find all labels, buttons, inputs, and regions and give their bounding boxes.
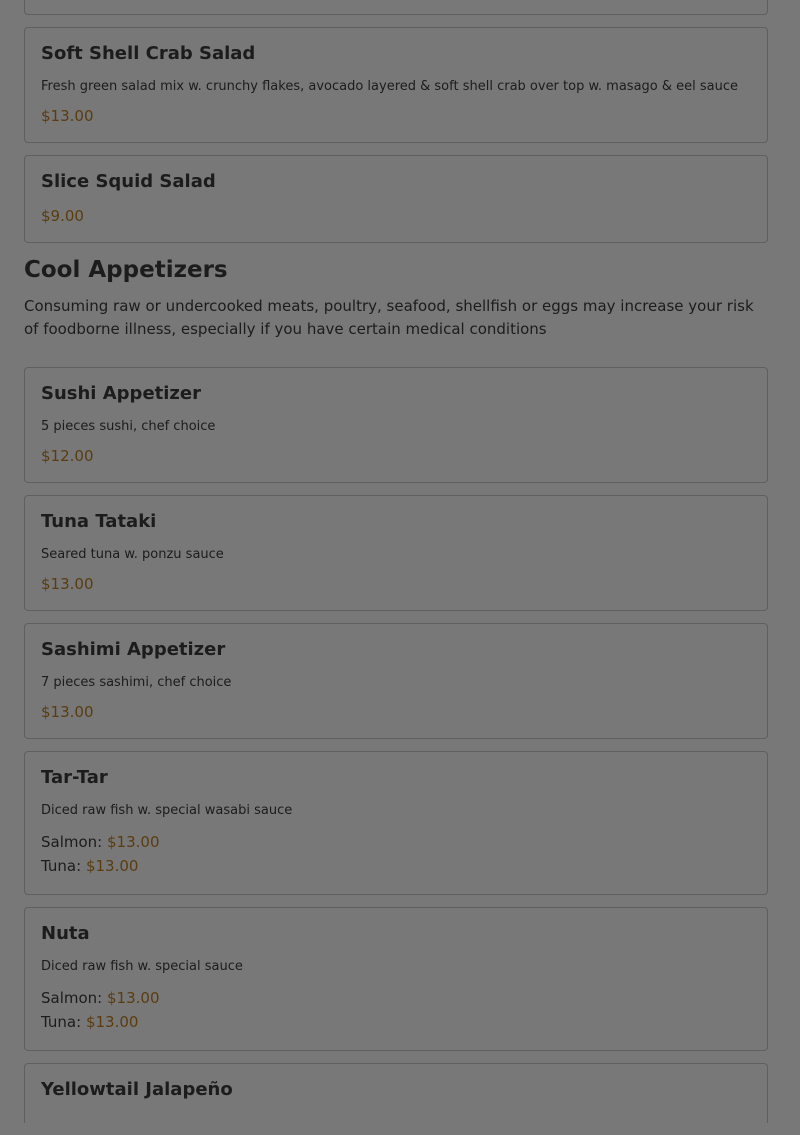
- item-price: $13.00: [41, 575, 94, 593]
- option-price: $13.00: [107, 833, 160, 851]
- item-title: Tar-Tar: [41, 767, 108, 788]
- item-price: $9.00: [41, 207, 84, 225]
- item-price: $13.00: [41, 703, 94, 721]
- option-price: $13.00: [107, 989, 160, 1007]
- menu-content: [24, 0, 768, 1135]
- item-title: Sushi Appetizer: [41, 383, 201, 404]
- item-title: Tuna Tataki: [41, 511, 157, 532]
- item-price: $13.00: [41, 107, 94, 125]
- price-option-salmon: [41, 986, 751, 1010]
- item-title: Slice Squid Salad: [41, 171, 216, 192]
- menu-item-tar-tar[interactable]: [24, 751, 768, 895]
- menu-item-tuna-tataki[interactable]: [24, 495, 768, 611]
- option-label: Salmon:: [41, 989, 103, 1007]
- menu-item-sashimi-appetizer[interactable]: [24, 623, 768, 739]
- menu-item-nuta[interactable]: [24, 907, 768, 1051]
- item-title: Yellowtail Jalapeño: [41, 1079, 233, 1100]
- price-option-salmon: [41, 830, 751, 854]
- item-description: 7 pieces sashimi, chef choice: [41, 675, 232, 690]
- option-price: $13.00: [85, 857, 139, 875]
- menu-item-yellowtail-jalapeno[interactable]: [24, 1063, 768, 1123]
- section-title: Cool Appetizers: [24, 257, 228, 283]
- menu-item-slice-squid-salad[interactable]: [24, 155, 768, 243]
- option-label: Tuna:: [41, 857, 82, 875]
- option-label: Tuna:: [41, 1013, 82, 1031]
- item-price: $12.00: [41, 447, 94, 465]
- menu-item-soft-shell-crab-salad[interactable]: [24, 27, 768, 143]
- item-description: Seared tuna w. ponzu sauce: [41, 547, 224, 562]
- item-description: Diced raw fish w. special sauce: [41, 959, 243, 974]
- menu-item-card-partial[interactable]: [24, 0, 768, 15]
- item-description: 5 pieces sushi, chef choice: [41, 419, 216, 434]
- menu-item-sushi-appetizer[interactable]: [24, 367, 768, 483]
- item-description: Diced raw fish w. special wasabi sauce: [41, 803, 293, 818]
- item-title: Soft Shell Crab Salad: [41, 43, 256, 64]
- option-price: $13.00: [85, 1013, 139, 1031]
- item-title: Sashimi Appetizer: [41, 639, 226, 660]
- section-note: Consuming raw or undercooked meats, poultry, seafood, shellfish or eggs may increase your risk of foodborne illness, especially if you have certain medical conditions: [24, 297, 754, 338]
- item-title: Nuta: [41, 923, 90, 944]
- option-label: Salmon:: [41, 833, 103, 851]
- price-option-tuna: [41, 854, 751, 878]
- price-option-tuna: [41, 1010, 751, 1034]
- item-description: Fresh green salad mix w. crunchy flakes, avocado layered & soft shell crab over top w. masago & eel sauce: [41, 79, 739, 94]
